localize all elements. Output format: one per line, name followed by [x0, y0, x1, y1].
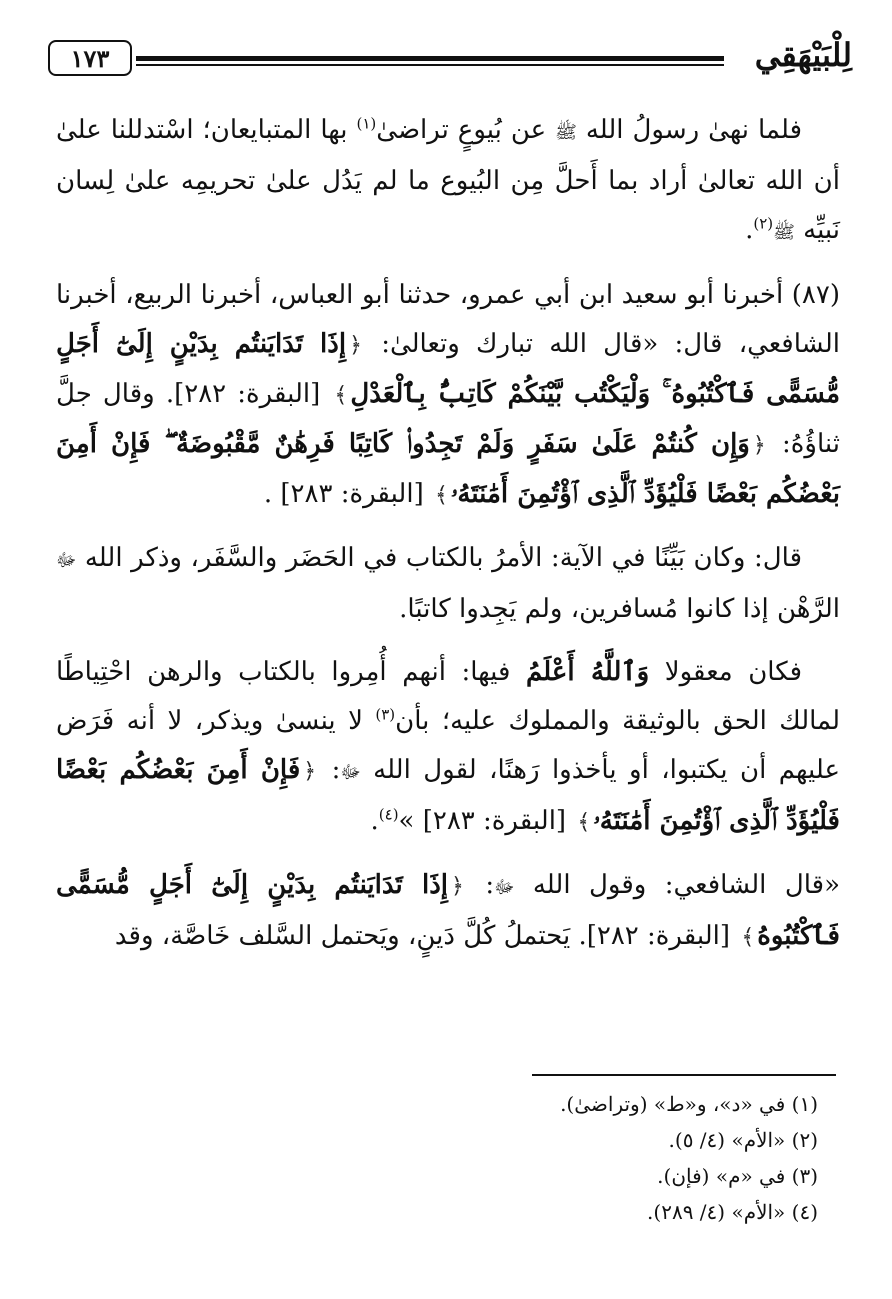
hadith-paragraph: [56, 271, 840, 520]
quran-bracket-ornament: ﴿: [451, 874, 464, 899]
text-run: «قال الشافعي: وقول الله: [514, 870, 840, 900]
quran-verse: وَٱللَّهُ أَعْلَمُ: [525, 657, 650, 687]
footnote: (٣) في «م» (فإن).: [657, 1164, 818, 1188]
running-title: لِلْبَيْهَقِي: [754, 36, 852, 74]
quran-bracket-ornament: ﴾: [434, 483, 448, 508]
text-run: فيها: أنهم أُمِروا بالكتاب والرهن احْتِياطًا لمالك الحق بالوثيقة والمملوك عليه؛ بأن: [56, 657, 840, 736]
text-run: (٨٧) أخبرنا أبو سعيد ابن أبي عمرو، حدثنا أبو العباس، أخبرنا الربيع، أخبرنا الشافعي، قال: «قال الله تبارك وتعالىٰ:: [56, 280, 840, 359]
paragraph: [56, 648, 840, 847]
text-run: .: [370, 806, 379, 836]
quran-verse: إِذَا تَدَايَنتُم بِدَيْنٍ إِلَىٰٓ أَجَلٍ مُّسَمًّى فَٱكْتُبُوهُ ۚ وَلْيَكْتُب بَّيْنَكُمْ كَاتِبٌۢ بِٱلْعَدْلِ: [56, 329, 841, 409]
quran-bracket-ornament: ﴿: [303, 759, 317, 784]
text-run: فلما نهىٰ رسولُ الله: [576, 115, 803, 145]
text-run: :: [319, 755, 341, 785]
paragraph: [56, 861, 840, 962]
paragraph: [56, 106, 840, 257]
honorific-glyph: ﷻ: [494, 877, 515, 898]
honorific-glyph: ﷻ: [340, 762, 361, 783]
footnote-ref: (٣): [375, 705, 396, 724]
header-rule-thick: [136, 56, 724, 61]
honorific-glyph: ﷻ: [56, 550, 77, 571]
text-run: الرَّهْن إذا كانوا مُسافرين، ولم يَجِدوا كاتبًا.: [399, 594, 840, 624]
text-run: .: [745, 215, 754, 245]
text-run: عن بُيوعٍ تراضىٰ: [376, 115, 556, 145]
quran-verse: إِذَا تَدَايَنتُم بِدَيْنٍ إِلَىٰٓ أَجَلٍ مُّسَمًّى فَٱكْتُبُوهُ: [56, 870, 840, 951]
quran-bracket-ornament: ﴾: [577, 810, 591, 835]
quran-verse: وَإِن كُنتُمْ عَلَىٰ سَفَرٍ وَلَمْ تَجِدُوا۟ كَاتِبًا فَرِهَٰنٌ مَّقْبُوضَةٌ ۖ فَإِنْ أَمِنَ بَعْضُكُم بَعْضًا فَلْيُؤَدِّ ٱلَّذِى ٱؤْتُمِنَ أَمَٰنَتَهُۥ: [56, 429, 840, 509]
main-text: [56, 106, 840, 976]
footnote-separator: [532, 1074, 836, 1076]
page-header: [48, 36, 854, 90]
text-run: فكان معقولا: [649, 657, 803, 687]
paragraph: [56, 534, 840, 634]
quran-verse: فَإِنْ أَمِنَ بَعْضُكُم بَعْضًا فَلْيُؤَدِّ ٱلَّذِى ٱؤْتُمِنَ أَمَٰنَتَهُۥ: [56, 755, 840, 836]
quran-bracket-ornament: ﴿: [752, 433, 766, 458]
text-run: [البقرة: ٢٨٢]. وقال جلَّ ثناؤُهُ:: [56, 379, 840, 459]
footnote: (٢) «الأم» (٤/ ٥).: [668, 1128, 818, 1152]
footnote-ref: (١): [356, 114, 377, 133]
quran-bracket-ornament: ﴿: [349, 333, 362, 358]
text-run: [البقرة: ٢٨٣] .: [263, 479, 432, 509]
footnote: (١) في «د»، و«ط» (وتراضىٰ).: [560, 1092, 818, 1116]
text-run: [البقرة: ٢٨٢]. يَحتملُ كُلَّ دَينٍ، ويَحتمل السَّلف خَاصَّة، وقد: [114, 921, 739, 951]
footnotes: [118, 1086, 818, 1230]
honorific-glyph: ﷺ: [555, 122, 577, 143]
text-run: لا ينسىٰ ويذكر، لا أنه فَرَض عليهم أن يكتبوا، أو يأخذوا رَهنًا، لقول الله: [56, 706, 840, 785]
page-number: ١٧٣: [48, 40, 132, 76]
text-run: بها المتبايعان؛ اسْتدللنا علىٰ أن الله تعالىٰ أراد بما أَحلَّ مِن البُيوع ما لم يَدُل علىٰ تحريمِه علىٰ لِسان نَبيِّه: [56, 115, 840, 245]
quran-bracket-ornament: ﴾: [741, 925, 755, 950]
text-run: [البقرة: ٢٨٣] »: [398, 806, 575, 836]
footnote-ref: (٢): [753, 214, 774, 233]
quran-bracket-ornament: ﴾: [334, 383, 348, 408]
footnote: (٤) «الأم» (٤/ ٢٨٩).: [647, 1200, 818, 1224]
footnote-ref: (٤): [378, 805, 399, 824]
text-run: قال: وكان بَيِّنًا في الآية: الأمرُ بالكتاب في الحَضَر والسَّفَر، وذكر الله: [76, 543, 802, 573]
text-run: :: [466, 870, 495, 900]
header-rule-thin: [136, 64, 724, 66]
honorific-glyph: ﷺ: [773, 222, 795, 243]
